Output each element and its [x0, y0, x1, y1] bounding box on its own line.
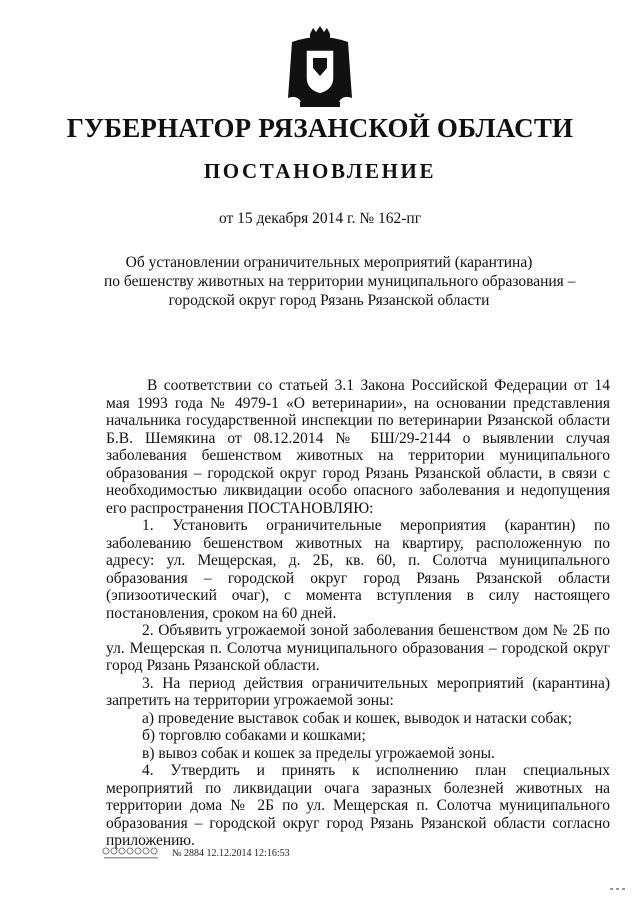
item-3-paragraph: 3. На период действия ограничительных мероприятий (карантина) запретить на территории угрожаемой зоны:: [106, 674, 610, 709]
item-3b-paragraph: б) торговлю собаками и кошками;: [142, 727, 366, 744]
subject-line: Об установлении ограничительных мероприятий (карантина): [125, 254, 533, 271]
date-number-line: от 15 декабря 2014 г. № 162-пг: [218, 210, 422, 227]
item-3c-paragraph: в) вывоз собак и кошек за пределы угрожаемой зоны.: [142, 744, 495, 762]
document-type: ПОСТАНОВЛЕНИЕ: [203, 159, 437, 183]
document-body: [106, 377, 610, 850]
intro-paragraph: В соответствии со статьей 3.1 Закона Российской Федерации от 14 мая 1993 года № 4979-1 «О ветеринарии», на основании представления начальника государственной инспекции по ветеринарии Рязанской области Б.В. Шемякина от 08.12.2014 № БШ/29-2144 о выявлении случая заболевания бешенством животных на территории муниципального образования – городской округ город Рязань Рязанской области, в связи с необходимостью ликвидации особо опасного заболевания и недопущения его распространения ПОСТАНОВЛЯЮ:: [106, 377, 610, 517]
subject-line: по бешенству животных на территории муниципального образования –: [104, 273, 576, 290]
item-1-paragraph: 1. Установить ограничительные мероприятия (карантин) по заболеванию бешенством животных на квартиру, расположенную по адресу: ул. Мещерская, д. 2Б, кв. 60, п. Солотча муниципального образования – городской округ город Рязань Рязанской области (эпизоотический очаг), с момента вступления в силу настоящего постановления, сроком на 60 дней.: [106, 517, 610, 622]
registration-stamp: [102, 846, 290, 860]
item-4-paragraph: 4. Утвердить и принять к исполнению план специальных мероприятий по ликвидации очага заразных болезней животных на территории дома № 2Б по ул. Мещерская п. Солотча муниципального образования – городской округ город Рязань Рязанской области согласно приложению.: [106, 762, 610, 849]
subject-line: городской округ город Рязань Рязанской области: [168, 292, 490, 309]
coat-of-arms-icon: [282, 24, 358, 112]
registry-stamp-logo: [102, 845, 164, 861]
subject-block: [104, 253, 576, 310]
stamp-text: № 2884 12.12.2014 12:16:53: [172, 847, 290, 859]
item-2-paragraph: 2. Объявить угрожаемой зоной заболевания бешенством дом № 2Б по ул. Мещерская п. Солотча муниципального образования – городской округ город Рязань Рязанской области.: [106, 622, 610, 674]
page-title: ГУБЕРНАТОР РЯЗАНСКОЙ ОБЛАСТИ: [66, 113, 574, 143]
item-3a-paragraph: а) проведение выставок собак и кошек, выводок и натаски собак;: [142, 709, 572, 727]
scan-mark: [610, 886, 632, 892]
